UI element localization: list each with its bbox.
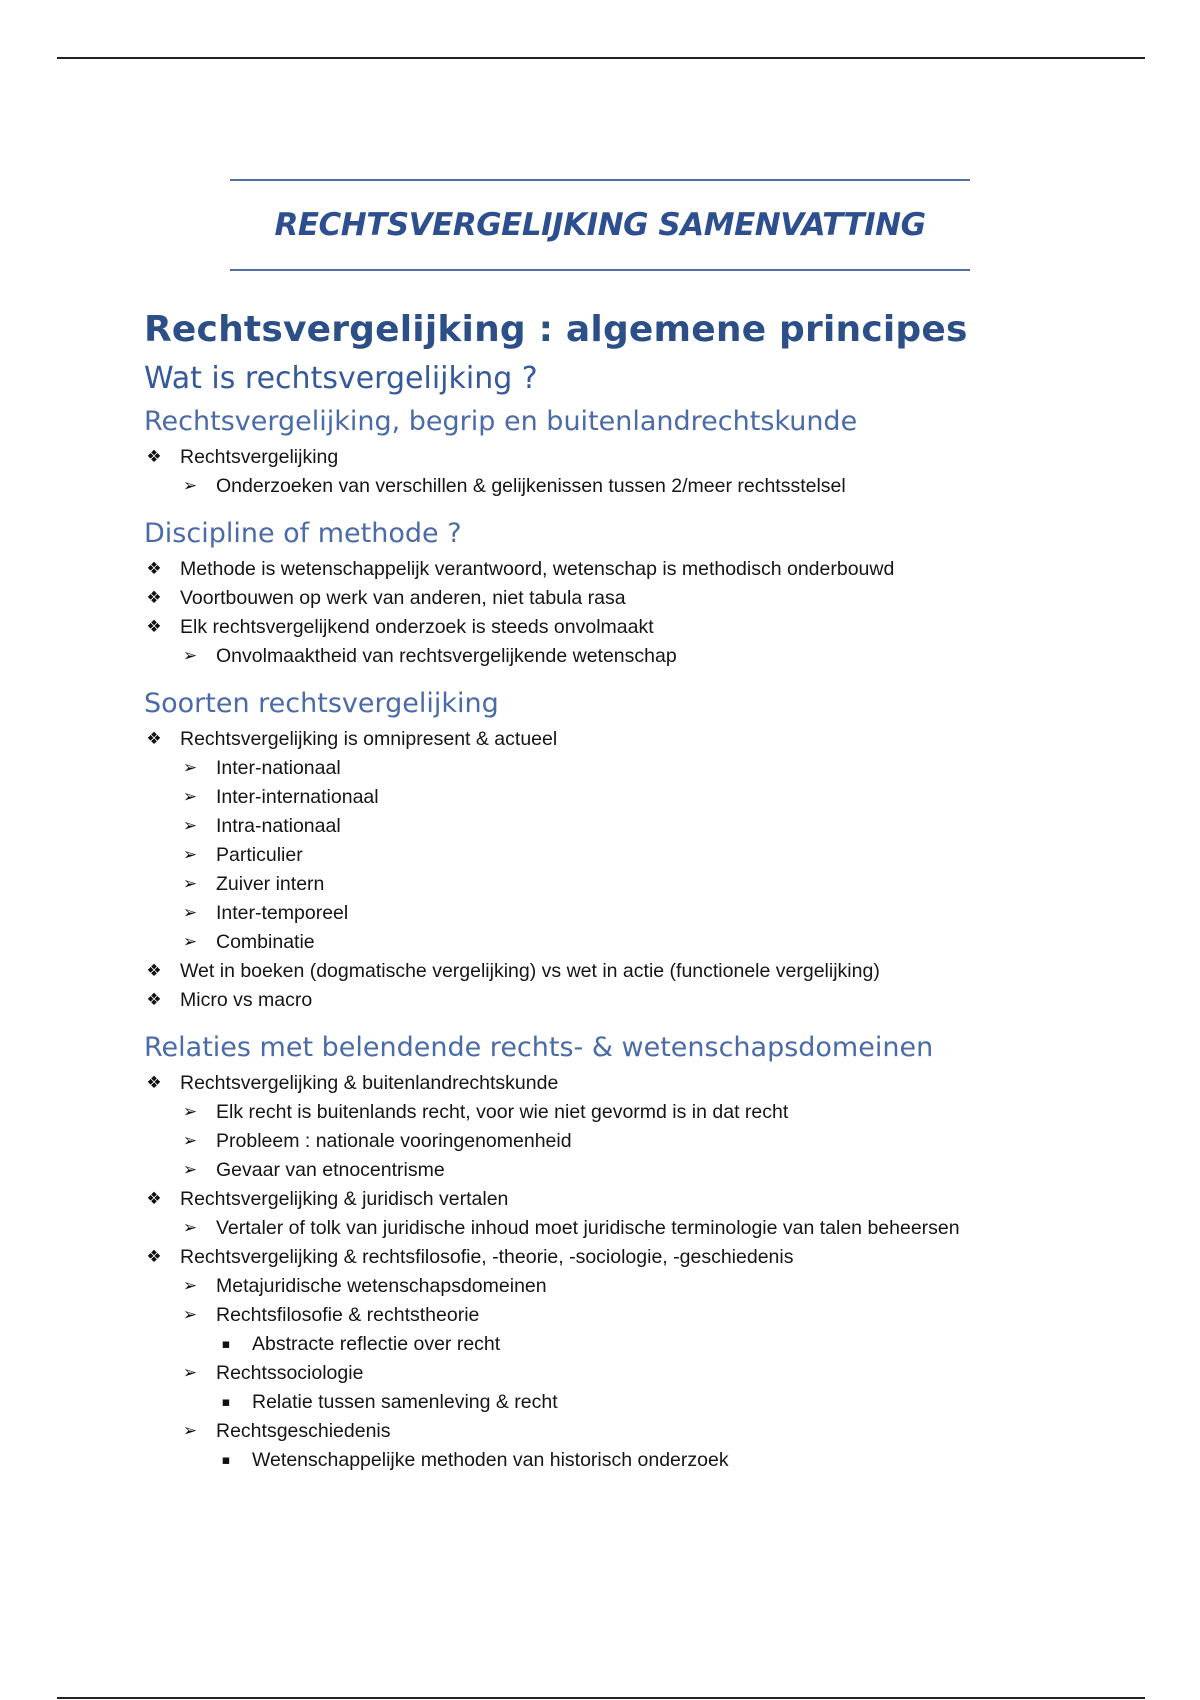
bullet-list: [144, 555, 1144, 671]
list-item-text: Rechtsvergelijking & rechtsfilosofie, -theorie, -sociologie, -geschiedenis: [180, 1246, 794, 1268]
arrow-bullet-icon: ➢: [182, 1102, 198, 1122]
list-item: [144, 1127, 1144, 1156]
page-bottom-rule: [57, 1697, 1145, 1699]
list-item: [144, 812, 1144, 841]
list-item-text: Micro vs macro: [180, 989, 313, 1011]
heading-main: Rechtsvergelijking : algemene principes: [144, 309, 968, 350]
list-item-text: Probleem : nationale vooringenomenheid: [216, 1130, 572, 1152]
diamond-bullet-icon: ❖: [146, 1247, 162, 1267]
list-item-text: Combinatie: [216, 931, 315, 953]
list-item: [144, 986, 1144, 1015]
heading-sub: Wat is rechtsvergelijking ?: [144, 361, 538, 396]
list-item-text: Rechtsvergelijking is omnipresent & actueel: [180, 728, 558, 750]
list-item-text: Relatie tussen samenleving & recht: [252, 1391, 558, 1413]
section-heading: Soorten rechtsvergelijking: [144, 688, 499, 719]
list-item-text: Gevaar van etnocentrisme: [216, 1159, 445, 1181]
list-item: [144, 754, 1144, 783]
list-item: [144, 1301, 1144, 1330]
arrow-bullet-icon: ➢: [182, 1276, 198, 1296]
list-item: [144, 783, 1144, 812]
list-item: [144, 1069, 1144, 1098]
list-item-text: Inter-temporeel: [216, 902, 349, 924]
list-item: [144, 1098, 1144, 1127]
arrow-bullet-icon: ➢: [182, 758, 198, 778]
list-item: [144, 1185, 1144, 1214]
arrow-bullet-icon: ➢: [182, 1305, 198, 1325]
diamond-bullet-icon: ❖: [146, 617, 162, 637]
arrow-bullet-icon: ➢: [182, 845, 198, 865]
diamond-bullet-icon: ❖: [146, 1189, 162, 1209]
section-heading: Rechtsvergelijking, begrip en buitenlandrechtskunde: [144, 406, 858, 437]
diamond-bullet-icon: ❖: [146, 588, 162, 608]
list-item-text: Wet in boeken (dogmatische vergelijking) vs wet in actie (functionele vergelijking): [180, 960, 880, 982]
arrow-bullet-icon: ➢: [182, 476, 198, 496]
list-item-text: Onderzoeken van verschillen & gelijkenissen tussen 2/meer rechtsstelsel: [216, 475, 846, 497]
list-item: [144, 443, 1144, 472]
list-item-text: Rechtsgeschiedenis: [216, 1420, 391, 1442]
list-item-text: Onvolmaaktheid van rechtsvergelijkende wetenschap: [216, 645, 677, 667]
arrow-bullet-icon: ➢: [182, 1218, 198, 1238]
list-item: [144, 725, 1144, 754]
list-item-text: Zuiver intern: [216, 873, 325, 895]
title-rule-bottom: [230, 269, 970, 271]
list-item: [144, 1417, 1144, 1446]
list-item: [144, 1214, 1144, 1243]
list-item-text: Inter-internationaal: [216, 786, 379, 808]
list-item-text: Elk rechtsvergelijkend onderzoek is steeds onvolmaakt: [180, 616, 654, 638]
list-item: [144, 870, 1144, 899]
list-item: [144, 555, 1144, 584]
list-item-text: Wetenschappelijke methoden van historisch onderzoek: [252, 1449, 729, 1471]
square-bullet-icon: ▪: [221, 1453, 231, 1468]
square-bullet-icon: ▪: [221, 1395, 231, 1410]
arrow-bullet-icon: ➢: [182, 787, 198, 807]
bullet-list: [144, 1069, 1144, 1475]
title-block: [230, 179, 970, 271]
list-item-text: Abstracte reflectie over recht: [252, 1333, 501, 1355]
section-heading: Relaties met belendende rechts- & wetenschapsdomeinen: [144, 1032, 934, 1063]
list-item: [144, 1359, 1144, 1388]
list-item-text: Intra-nationaal: [216, 815, 341, 837]
page-top-rule: [57, 57, 1145, 59]
diamond-bullet-icon: ❖: [146, 559, 162, 579]
arrow-bullet-icon: ➢: [182, 1160, 198, 1180]
arrow-bullet-icon: ➢: [182, 903, 198, 923]
list-item-text: Methode is wetenschappelijk verantwoord, wetenschap is methodisch onderbouwd: [180, 558, 895, 580]
arrow-bullet-icon: ➢: [182, 816, 198, 836]
arrow-bullet-icon: ➢: [182, 1131, 198, 1151]
list-item-text: Voortbouwen op werk van anderen, niet tabula rasa: [180, 587, 626, 609]
bullet-list: [144, 443, 1144, 501]
list-item: [144, 613, 1144, 642]
list-item-text: Rechtssociologie: [216, 1362, 364, 1384]
section-heading: Discipline of methode ?: [144, 518, 462, 549]
list-item: [144, 1388, 1144, 1417]
arrow-bullet-icon: ➢: [182, 932, 198, 952]
arrow-bullet-icon: ➢: [182, 1421, 198, 1441]
list-item: [144, 1156, 1144, 1185]
list-item-text: Inter-nationaal: [216, 757, 341, 779]
list-item: [144, 642, 1144, 671]
document-body: [144, 303, 1144, 1475]
list-item-text: Rechtsvergelijking: [180, 446, 339, 468]
arrow-bullet-icon: ➢: [182, 1363, 198, 1383]
list-item: [144, 957, 1144, 986]
diamond-bullet-icon: ❖: [146, 729, 162, 749]
diamond-bullet-icon: ❖: [146, 1073, 162, 1093]
list-item: [144, 899, 1144, 928]
list-item-text: Particulier: [216, 844, 303, 866]
diamond-bullet-icon: ❖: [146, 447, 162, 467]
list-item: [144, 928, 1144, 957]
list-item-text: Rechtsfilosofie & rechtstheorie: [216, 1304, 480, 1326]
list-item: [144, 584, 1144, 613]
list-item: [144, 472, 1144, 501]
list-item: [144, 1446, 1144, 1475]
list-item: [144, 841, 1144, 870]
list-item-text: Metajuridische wetenschapsdomeinen: [216, 1275, 547, 1297]
list-item: [144, 1243, 1144, 1272]
list-item: [144, 1330, 1144, 1359]
square-bullet-icon: ▪: [221, 1337, 231, 1352]
list-item: [144, 1272, 1144, 1301]
diamond-bullet-icon: ❖: [146, 990, 162, 1010]
arrow-bullet-icon: ➢: [182, 874, 198, 894]
sections-container: [144, 401, 1144, 1475]
list-item-text: Rechtsvergelijking & buitenlandrechtskunde: [180, 1072, 559, 1094]
list-item-text: Rechtsvergelijking & juridisch vertalen: [180, 1188, 509, 1210]
list-item-text: Vertaler of tolk van juridische inhoud moet juridische terminologie van talen beheersen: [216, 1217, 960, 1239]
arrow-bullet-icon: ➢: [182, 646, 198, 666]
document-title: RECHTSVERGELIJKING SAMENVATTING: [274, 207, 926, 243]
list-item-text: Elk recht is buitenlands recht, voor wie niet gevormd is in dat recht: [216, 1101, 789, 1123]
diamond-bullet-icon: ❖: [146, 961, 162, 981]
bullet-list: [144, 725, 1144, 1015]
